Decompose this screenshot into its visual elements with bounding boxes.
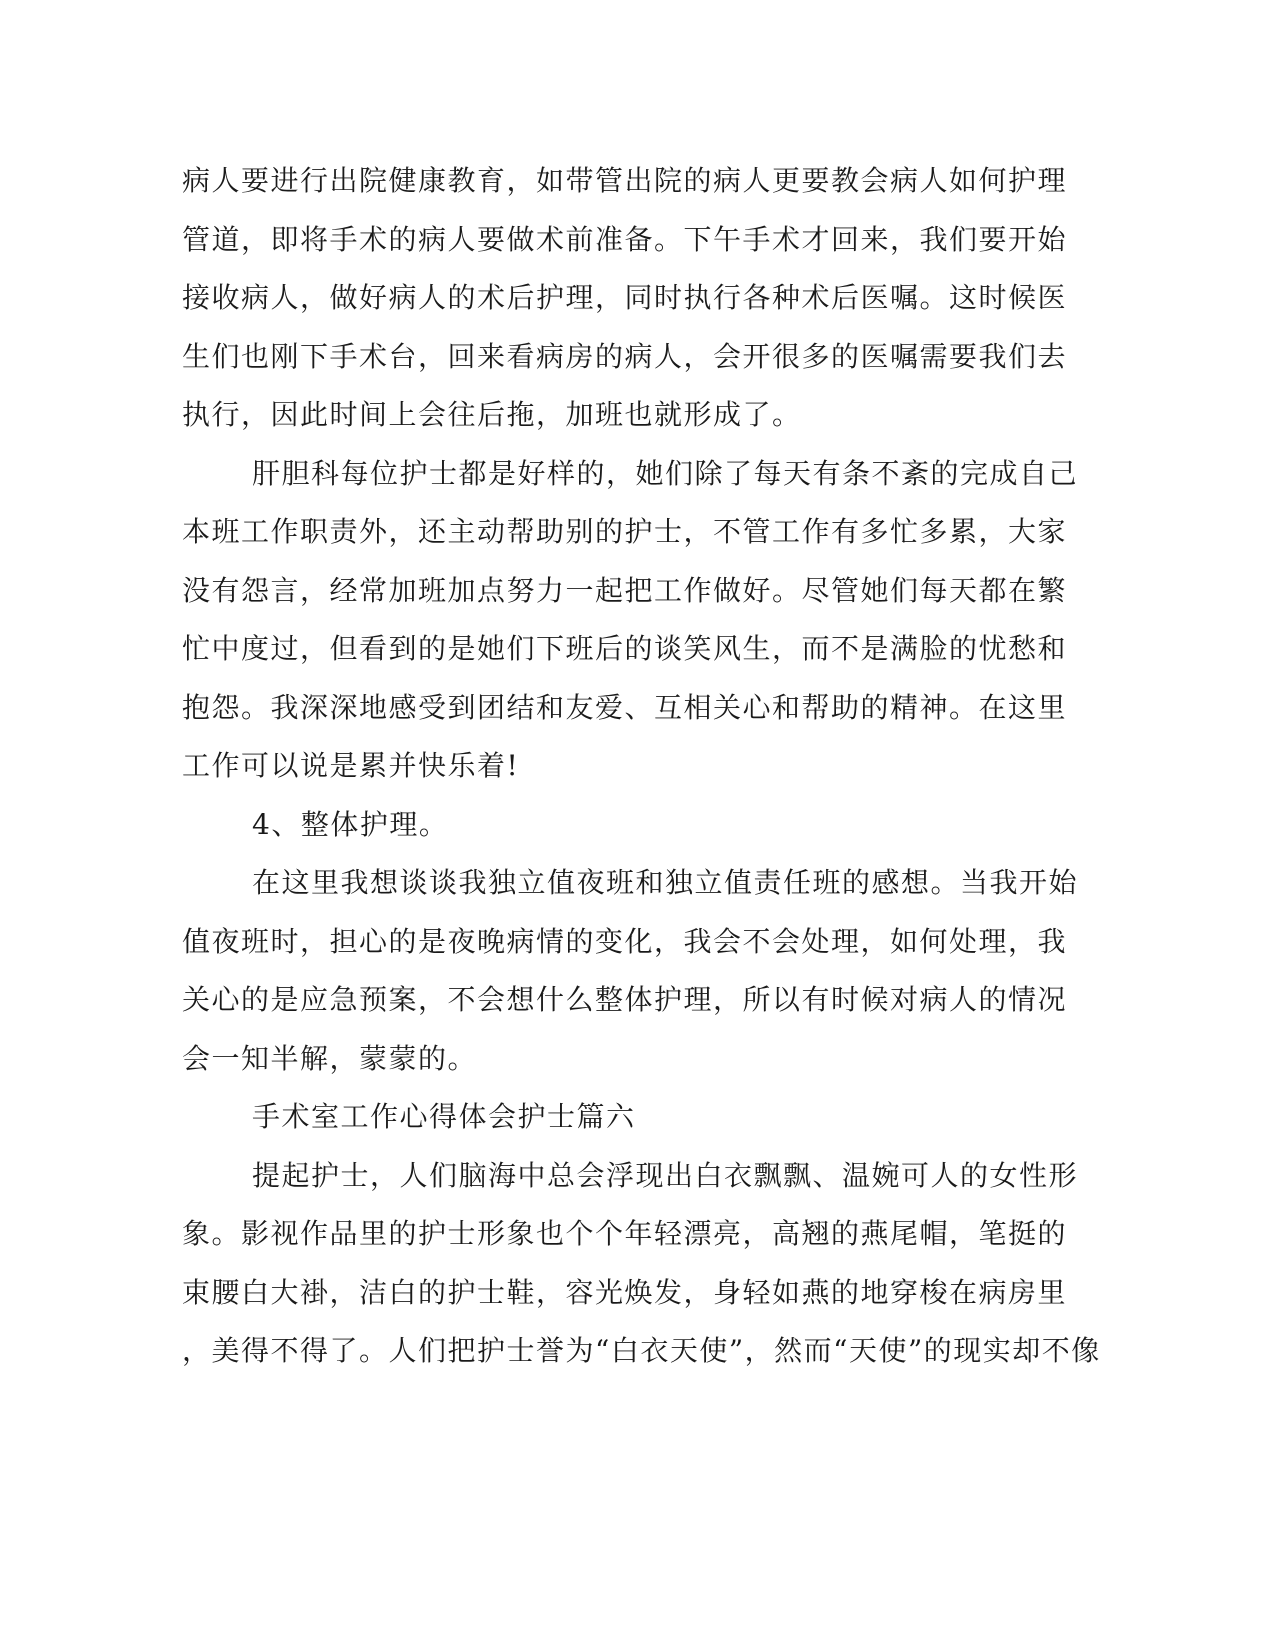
text-line: 手术室工作心得体会护士篇六	[252, 1100, 636, 1133]
text-line: 会一知半解，蒙蒙的。	[182, 1041, 478, 1075]
text-line: 管道，即将手术的病人要做术前准备。下午手术才回来，我们要开始	[182, 222, 1068, 256]
text-line: 束腰白大褂，洁白的护士鞋，容光焕发，身轻如燕的地穿梭在病房里	[182, 1275, 1068, 1309]
text-line: 关心的是应急预案，不会想什么整体护理，所以有时候对病人的情况	[182, 983, 1068, 1016]
text-line: 没有怨言，经常加班加点努力一起把工作做好。尽管她们每天都在繁	[182, 573, 1068, 607]
text-line: 在这里我想谈谈我独立值夜班和独立值责任班的感想。当我开始	[252, 866, 1079, 899]
text-line: ，美得不得了。人们把护士誉为“白衣天使”，然而“天使”的现实却不像	[182, 1334, 1101, 1367]
text-line: 忙中度过，但看到的是她们下班后的谈笑风生，而不是满脸的忧愁和	[182, 632, 1068, 665]
text-line: 工作可以说是累并快乐着!	[182, 749, 520, 782]
text-line: 抱怨。我深深地感受到团结和友爱、互相关心和帮助的精神。在这里	[182, 690, 1068, 724]
text-line: 生们也刚下手术台，回来看病房的病人，会开很多的医嘱需要我们去	[182, 339, 1068, 373]
text-line: 接收病人，做好病人的术后护理，同时执行各种术后医嘱。这时候医	[182, 281, 1068, 314]
document-body	[182, 152, 1101, 1381]
text-line: 执行，因此时间上会往后拖，加班也就形成了。	[182, 398, 802, 431]
text-line: 提起护士，人们脑海中总会浮现出白衣飘飘、温婉可人的女性形	[252, 1158, 1079, 1192]
text-line: 值夜班时，担心的是夜晚病情的变化，我会不会处理，如何处理，我	[182, 924, 1068, 958]
text-line: 象。影视作品里的护士形象也个个年轻漂亮，高翘的燕尾帽，笔挺的	[182, 1217, 1068, 1250]
text-line: 本班工作职责外，还主动帮助别的护士，不管工作有多忙多累，大家	[182, 515, 1068, 548]
text-line: 肝胆科每位护士都是好样的，她们除了每天有条不紊的完成自己	[252, 456, 1079, 490]
text-line: 病人要进行出院健康教育，如带管出院的病人更要教会病人如何护理	[182, 164, 1068, 197]
text-line: 4、整体护理。	[252, 807, 449, 841]
